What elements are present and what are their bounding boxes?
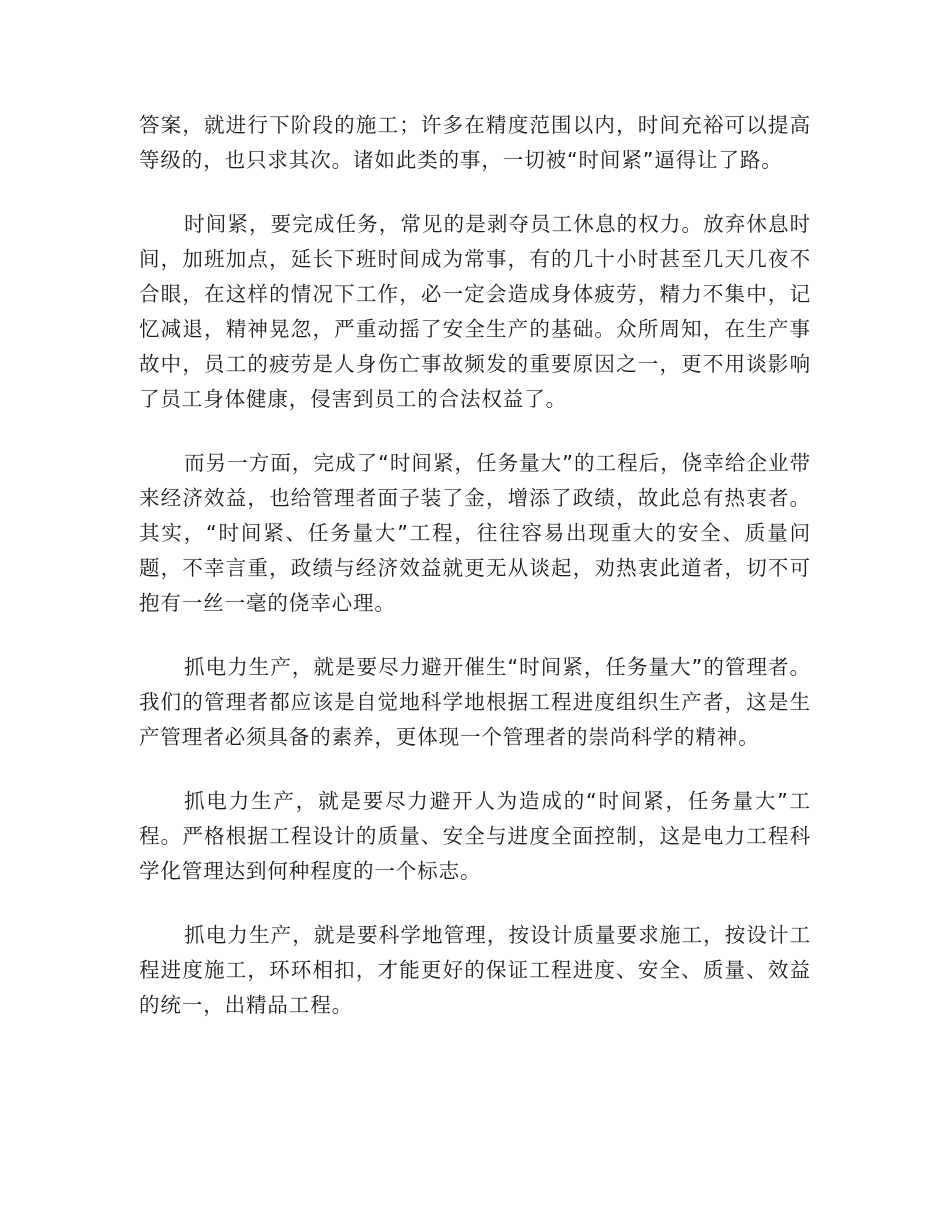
paragraph-2: 时间紧，要完成任务，常见的是剥夺员工休息的权力。放弃休息时间，加班加点，延长下班时间成为常事，有的几十小时甚至几天几夜不合眼，在这样的情况下工作，必一定会造成身体疲劳，精力不集中，记忆减退，精神晃忽，严重动摇了安全生产的基础。众所周知，在生产事故中，员工的疲劳是人身伤亡事故频发的重要原因之一，更不用谈影响了员工身体健康，侵害到员工的合法权益了。 <box>139 212 811 411</box>
paragraph-5: 抓电力生产，就是要尽力避开人为造成的“时间紧，任务量大”工程。严格根据工程设计的质量、安全与进度全面控制，这是电力工程科学化管理达到何种程度的一个标志。 <box>139 789 811 883</box>
paragraph-3: 而另一方面，完成了“时间紧，任务量大”的工程后，侥幸给企业带来经济效益，也给管理者面子装了金，增添了政绩，故此总有热衷者。其实，“时间紧、任务量大”工程，往往容易出现重大的安全、质量问题，不幸言重，政绩与经济效益就更无从谈起，劝热衷此道者，切不可抱有一丝一毫的侥幸心理。 <box>139 451 811 615</box>
paragraph-1: 答案，就进行下阶段的施工；许多在精度范围以内，时间充裕可以提高等级的，也只求其次。诸如此类的事，一切被“时间紧”逼得让了路。 <box>139 113 811 172</box>
paragraph-4: 抓电力生产，就是要尽力避开催生“时间紧，任务量大”的管理者。我们的管理者都应该是自觉地科学地根据工程进度组织生产者，这是生产管理者必须具备的素养，更体现一个管理者的崇尚科学的精神。 <box>139 655 811 749</box>
paragraph-6: 抓电力生产，就是要科学地管理，按设计质量要求施工，按设计工程进度施工，环环相扣，才能更好的保证工程进度、安全、质量、效益的统一，出精品工程。 <box>139 923 811 1017</box>
document-body <box>139 108 811 1052</box>
